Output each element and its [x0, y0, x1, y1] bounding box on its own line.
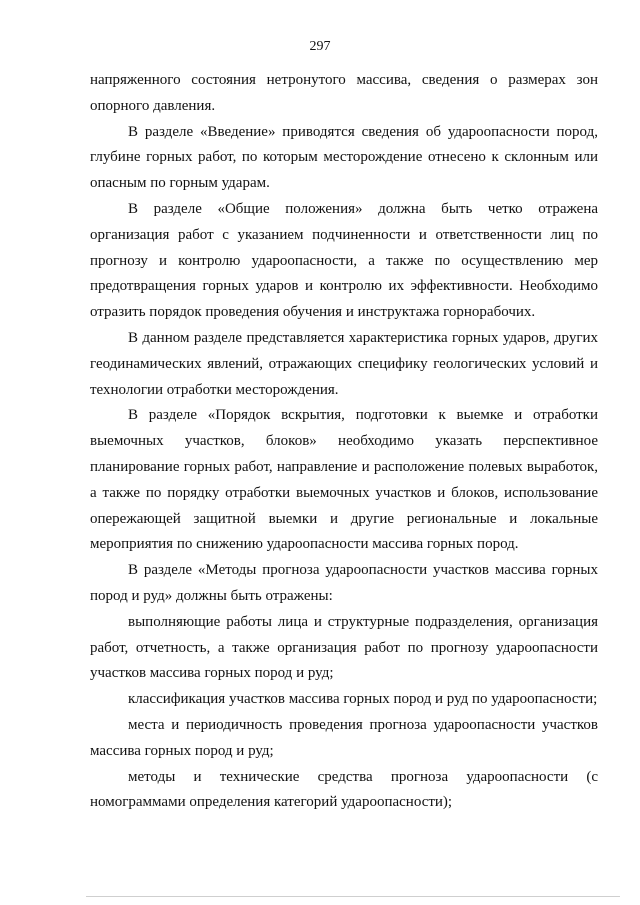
paragraph-continuation: напряженного состояния нетронутого массива, сведения о размерах зон опорного давления.	[90, 72, 598, 114]
paragraph-forecast-methods: В разделе «Методы прогноза удароопасности участков массива горных пород и руд» должны быть отражены:	[90, 562, 598, 604]
list-item-classification: классификация участков массива горных пород и руд по удароопасности;	[128, 691, 598, 708]
list-item-methods-tools: методы и технические средства прогноза удароопасности (с номограммами определения категорий удароопасности);	[90, 768, 598, 811]
page-number: 297	[309, 39, 331, 54]
document-body	[90, 68, 598, 816]
paragraph-opening-procedure: В разделе «Порядок вскрытия, подготовки к выемке и отработки выемочных участков, блоков» необходимо указать перспективное планирование горных работ, направление и расположение полевых выработок, а также по порядку отработки выемочных участков и блоков, использование опережающей защитной выемки и другие региональные и локальные мероприятия по снижению удароопасности массива горных пород.	[90, 407, 598, 553]
paragraph-rockburst-characteristics: В данном разделе представляется характеристика горных ударов, других геодинамических явлений, отражающих специфику геологических условий и технологии отработки месторождения.	[90, 329, 598, 398]
list-item-places-periodicity: места и периодичность проведения прогноза удароопасности участков массива горных пород и руд;	[90, 716, 598, 759]
paragraph-introduction-section: В разделе «Введение» приводятся сведения об удароопасности пород, глубине горных работ, по которым месторождение отнесено к склонным или опасным по горным ударам.	[90, 123, 598, 192]
page-bottom-edge	[86, 896, 620, 897]
list-item-responsible-persons: выполняющие работы лица и структурные подразделения, организация работ, отчетность, а также организация работ по прогнозу удароопасности участков массива горных пород и руд;	[90, 613, 598, 682]
paragraph-general-provisions: В разделе «Общие положения» должна быть четко отражена организация работ с указанием подчиненности и ответственности лиц по прогнозу и контролю удароопасности, а также по осуществлению мер предотвращения горных ударов и контролю их эффективности. Необходимо отразить порядок проведения обучения и инструктажа горнорабочих.	[90, 200, 598, 321]
